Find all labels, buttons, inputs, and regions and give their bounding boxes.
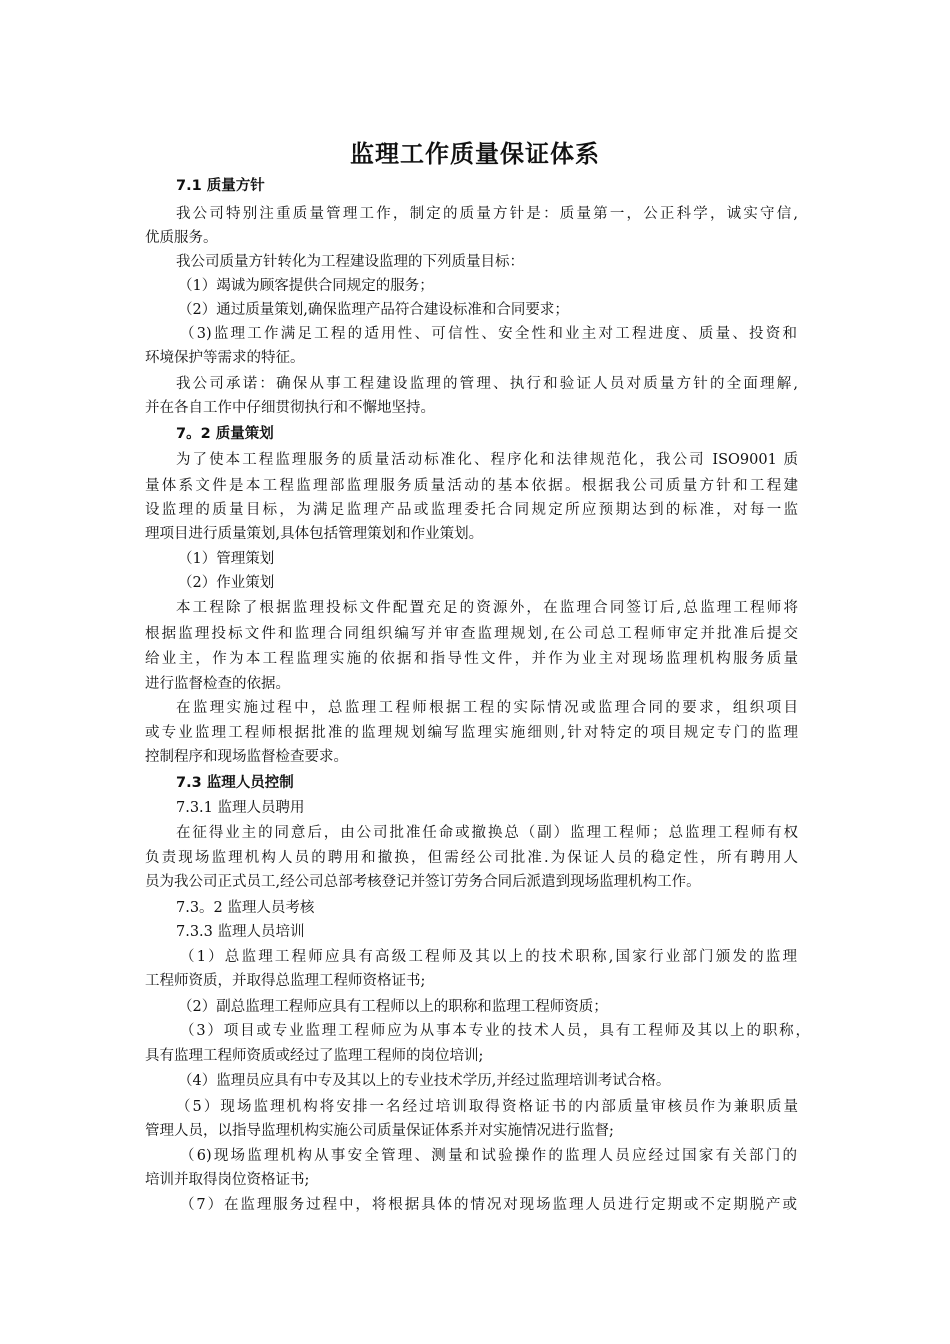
paragraph-line: 在征得业主的同意后，由公司批准任命或撤换总（副）监理工程师；总监理工程师有权 (176, 825, 798, 841)
paragraph-line: 给业主，作为本工程监理实施的依据和指导性文件，并作为业主对现场监理机构服务质量 (145, 651, 798, 667)
section-heading-7-2: 7。2 质量策划 (176, 426, 274, 442)
list-item: （7）在监理服务过程中，将根据具体的情况对现场监理人员进行定期或不定期脱产或 (180, 1197, 797, 1213)
list-item: （4）监理员应具有中专及其以上的专业技术学历,并经过监理培训考试合格。 (178, 1073, 671, 1089)
paragraph-line: 进行监督检查的依据。 (145, 676, 290, 692)
paragraph-line: 设监理的质量目标，为满足监理产品或监理委托合同规定所应预期达到的标准，对每一监 (145, 502, 798, 518)
list-item: （3）项目或专业监理工程师应为从事本专业的技术人员，具有工程师及其以上的职称， (180, 1023, 810, 1039)
section-heading-7-1: 7.1 质量方针 (176, 178, 265, 194)
list-item: （1）管理策划 (178, 551, 275, 567)
list-item: （1）竭诚为顾客提供合同规定的服务； (178, 278, 434, 294)
paragraph-line: 我公司质量方针转化为工程建设监理的下列质量目标： (176, 254, 524, 270)
subsection-heading: 7.3.1 监理人员聘用 (176, 800, 305, 816)
section-heading-7-3: 7.3 监理人员控制 (176, 775, 294, 791)
list-item: （2）副总监理工程师应具有工程师以上的职称和监理工程师资质； (178, 999, 608, 1015)
paragraph-line: 在监理实施过程中，总监理工程师根据工程的实际情况或监理合同的要求，组织项目 (176, 700, 798, 716)
paragraph-line: 根据监理投标文件和监理合同组织编写并审查监理规划,在公司总工程师审定并批准后提交 (145, 626, 798, 642)
subsection-heading: 7.3.3 监理人员培训 (176, 924, 305, 940)
paragraph-line: 我公司特别注重质量管理工作，制定的质量方针是：质量第一，公正科学，诚实守信, (176, 206, 798, 222)
paragraph-line: 量体系文件是本工程监理部监理服务质量活动的基本依据。根据我公司质量方针和工程建 (145, 478, 798, 494)
list-item: （1）总监理工程师应具有高级工程师及其以上的技术职称,国家行业部门颁发的监理 (180, 949, 797, 965)
list-item: （6)现场监理机构从事安全管理、测量和试验操作的监理人员应经过国家有关部门的 (180, 1148, 797, 1164)
paragraph-line: 并在各自工作中仔细贯彻执行和不懈地坚持。 (145, 400, 435, 416)
paragraph-line: 负责现场监理机构人员的聘用和撤换，但需经公司批准.为保证人员的稳定性，所有聘用人 (145, 850, 798, 866)
page-title: 监理工作质量保证体系 (350, 140, 600, 168)
list-item-continued: 管理人员，以指导监理机构实施公司质量保证体系并对实施情况进行监督; (145, 1123, 614, 1139)
paragraph-line: 员为我公司正式员工,经公司总部考核登记并签订劳务合同后派遣到现场监理机构工作。 (145, 874, 701, 890)
list-item-continued: 工程师资质，并取得总监理工程师资格证书; (145, 973, 426, 989)
subsection-heading: 7.3。2 监理人员考核 (176, 900, 315, 916)
list-item: （2）作业策划 (178, 575, 275, 591)
paragraph-line: 优质服务。 (145, 230, 218, 246)
paragraph-line: 为了使本工程监理服务的质量活动标准化、程序化和法律规范化，我公司 ISO9001 质 (176, 452, 798, 468)
list-item: （3)监理工作满足工程的适用性、可信性、安全性和业主对工程进度、质量、投资和 (180, 326, 797, 342)
paragraph-line: 我公司承诺：确保从事工程建设监理的管理、执行和验证人员对质量方针的全面理解, (176, 376, 798, 392)
paragraph-line: 控制程序和现场监督检查要求。 (145, 749, 348, 765)
paragraph-line: 理项目进行质量策划,具体包括管理策划和作业策划。 (145, 526, 484, 542)
list-item: （2）通过质量策划,确保监理产品符合建设标准和合同要求； (178, 302, 569, 318)
list-item: （5）现场监理机构将安排一名经过培训取得资格证书的内部质量审核员作为兼职质量 (176, 1099, 798, 1115)
paragraph-line: 本工程除了根据监理投标文件配置充足的资源外，在监理合同签订后,总监理工程师将 (176, 600, 798, 616)
list-item-continued: 培训并取得岗位资格证书; (145, 1172, 310, 1188)
paragraph-line: 或专业监理工程师根据批准的监理规划编写监理实施细则,针对特定的项目规定专门的监理 (145, 725, 798, 741)
paragraph-line: 环境保护等需求的特征。 (145, 350, 305, 366)
list-item-continued: 具有监理工程师资质或经过了监理工程师的岗位培训; (145, 1048, 484, 1064)
